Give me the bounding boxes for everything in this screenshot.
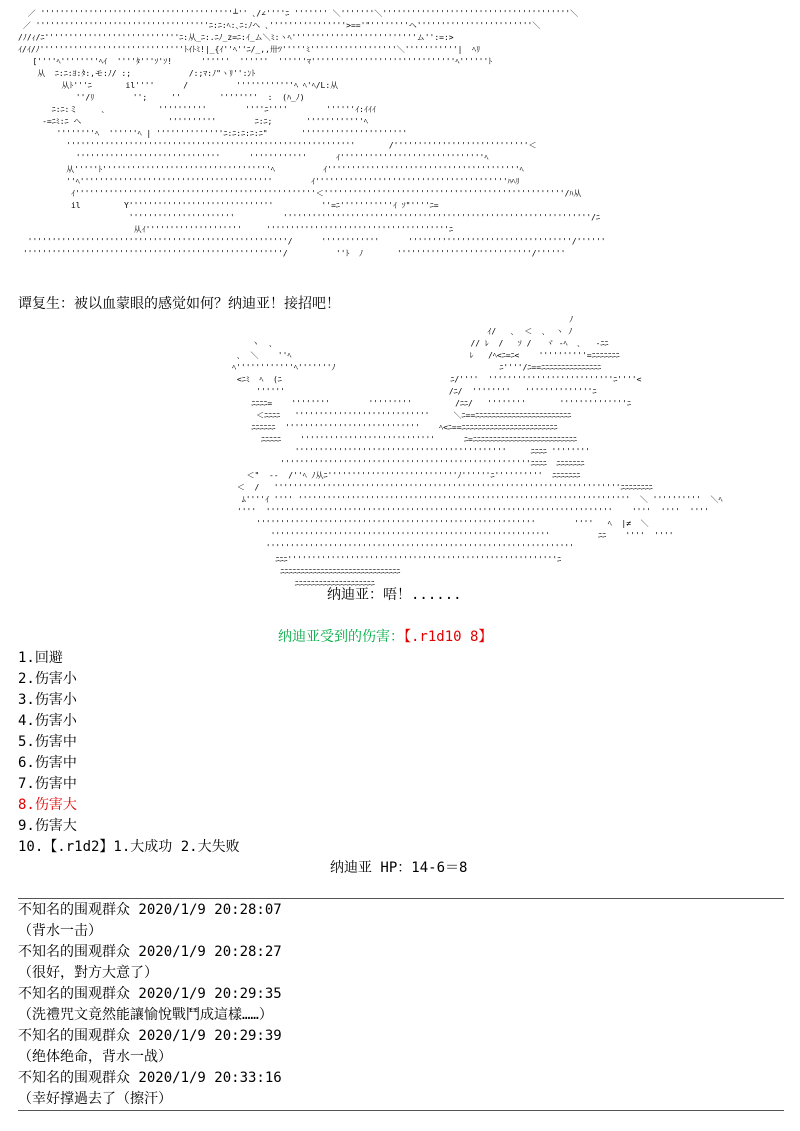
comment-body: （很好，對方大意了） [18, 965, 158, 981]
comment-body: （幸好撑過去了（擦汗） [18, 1091, 172, 1107]
option-1: 1.回避 [18, 650, 63, 666]
comment-header: 不知名的围观群众 2020/1/9 20:28:27 [18, 944, 282, 960]
dialogue-line-tan: 谭复生：被以血蒙眼的感觉如何？纳迪亚！接招吧！ [18, 296, 340, 312]
option-6: 6.伤害中 [18, 755, 77, 771]
option-8-highlighted: 8.伤害大 [18, 797, 77, 813]
comment-header: 不知名的围观群众 2020/1/9 20:28:07 [18, 902, 282, 918]
dialogue-line-nadia: 纳迪亚：唔！...... [327, 587, 462, 603]
comment-header: 不知名的围观群众 2020/1/9 20:33:16 [18, 1070, 282, 1086]
comment-body: （洗禮咒文竟然能讓愉悅戰鬥成這樣……） [18, 1007, 273, 1023]
comments-bottom-divider [18, 1110, 784, 1111]
option-3: 3.伤害小 [18, 692, 77, 708]
option-5: 5.伤害中 [18, 734, 77, 750]
option-10: 10.【.r1d2】1.大成功 2.大失败 [18, 839, 240, 855]
comments-top-divider [18, 898, 784, 899]
comment-header: 不知名的围观群众 2020/1/9 20:29:35 [18, 986, 282, 1002]
comment-body: （背水一击） [18, 923, 102, 939]
comment-header: 不知名的围观群众 2020/1/9 20:29:39 [18, 1028, 282, 1044]
hp-status: 纳迪亚 HP：14-6＝8 [330, 860, 468, 876]
option-4: 4.伤害小 [18, 713, 77, 729]
damage-title: 纳迪亚受到的伤害： [278, 629, 404, 645]
damage-roll-line [278, 627, 492, 647]
roll-result: 【.r1d10 8】 [404, 629, 493, 645]
ascii-art-scene-top: ／ ''''''''''''''''''''''''''''''''''''''''┴'' ､/∠''''ﾆ ''''''' ＼'''''''＼'''''''''''''''''''''''''''''''''''''''＼ ／ ''''''''''''''''''''''''''''''''''''ﾆ:ﾆ:ﾍ:､ﾆ:ﾉヘ ､''''''''''''''''>=='"''''''''ヘ''''''''''''''''''''''''＼ /ﾉ/ｨ/ﾆ''''''''''''''''''''''''''''ﾆ:从_ﾆ:.ﾆﾉ_z=ﾆ:ｲ_ム＼ﾐ:ヽﾍ''''''''''''''''''''''''''ム'':=:> ｲ/ｲ/ﾉ''''''''''''''''''''''''''''''ﾄｲﾄﾐ!|_{ｲ''ﾍ''ﾆ/_,,卅ﾂ'''''ﾐ''''''''''''''''''＼'''''''''''| ﾍﾘ [''''ﾍ''''''''ﾍｲ ''''ﾀ'''ｿ'ｿ! '''''' '''''' ''''''ﾏ''''''''''''''''''''''''''''''ﾍ''''''ﾄ 从 ﾆ:ﾆ:ﾖ:ﾀ:,モ:ﾉ/ :; /:;ﾏ:ﾉ"ヽﾘ'':ﾝﾄ 从ﾄ'''ﾆ il'''' / ''''''''''''ﾍ ﾍ'ﾍ/L:从 ''/ﾘ ''; '' '''''''' : (ﾊ_ﾉ) ﾆ:ﾆ:ミ ､ '''''''''' ''''ﾆ'''' ''''''ｲ:ｲｲｲ -=ﾆﾐ:ﾆ ヘ '''''''''' ﾆ:ﾆ; ''''''''''''ﾍ ''''''''ﾍ ''''''ﾍ | ''''''''''''''ﾆ:ﾆ:ﾆ:ﾆ:ﾆ" '''''''''''''''''''''' '''''''''''''''''''''''''''''''''''''''''''''''''''''''''''' /''''''''''''''''''''''''''''＜ '''''''''''''''''''''''''''''' '''''''''''' ｲ''''''''''''''''''''''''''''''ﾍ 从'''''ﾄ'''''''''''''''''''''''''''''''''''ﾍ ｲ''''''''''''''''''''''''''''''''''''''''ﾍ ''ﾍ'''''''''''''''''''''''''''''''''''''''' ｲ''''''''''''''''''''''''''''''''''''''''ﾊﾍﾘ ｲ''''''''''''''''''''''''''''''''''''''''''''''''''＜''''''''''''''''''''''''''''''''''''''''''''''''''/ﾊ从 il Y'''''''''''''''''''''''''''''' ''=ﾆ'''''''''''ｲ ｿ"''''ﾆ= '''''''''''''''''''''' ''''''''''''''''''''''''''''''''''''''''''''''''''''''''''''''''/ﾆ 从ｲ'''''''''''''''''''' ''''''''''''''''''''''''''''''''''''''ﾆ ''''''''''''''''''''''''''''''''''''''''''''''''''''''/ '''''''''''' ''''''''''''''''''''''''''''''''''/'''''' ''''''''''''''''''''''''''''''''''''''''''''''''''''''/ ''ﾄ ﾉ ''''''''''''''''''''''''''''/'''''' [18, 9, 606, 258]
option-2: 2.伤害小 [18, 671, 77, 687]
option-9: 9.伤害大 [18, 818, 77, 834]
ascii-art-scene-middle: ﾉ ｲ/ ､ ＜ ､ ヽ ﾉ ヽ ､ // ﾚ / ｿ / ヾ -ﾍ ､ -ﾆﾆ ､ ＼ ''ﾍ ﾚ /ﾍ<ﾆ=ﾆ< ''''''''''=ﾆﾆﾆﾆﾆﾆﾆ ﾍ''''''''''''ﾍ'''''''ﾉ ﾆ''''/ﾆ==ﾆﾆﾆﾆﾆﾆﾆﾆﾆﾆﾆﾆﾆﾆﾆ <ﾆﾐ ﾍ (ﾆ ﾆ/'''' ''''''''''''''''''''''''''ﾆ''''< '''''' /ﾆ/ '''''''' ''''''''''''''ﾆ ﾆﾆﾆﾆ= '''''''' ''''''''' /ﾆﾆ/ '''''''' ''''''''''''''ﾆ ＜ﾆﾆﾆﾆ '''''''''''''''''''''''''''' ＼ﾆ==ﾆﾆﾆﾆﾆﾆﾆﾆﾆﾆﾆﾆﾆﾆﾆﾆﾆﾆﾆﾆﾆﾆﾆﾆ ﾆﾆﾆﾆﾆﾆ '''''''''''''''''''''''''''' ﾍ<ﾆ==ﾆﾆﾆﾆﾆﾆﾆﾆﾆﾆﾆﾆﾆﾆﾆﾆﾆﾆﾆﾆﾆﾆﾆﾆ ﾆﾆﾆﾆﾆ '''''''''''''''''''''''''''' ﾆ=ﾆﾆﾆﾆﾆﾆﾆﾆﾆﾆﾆﾆﾆﾆﾆﾆﾆﾆﾆﾆﾆﾆﾆﾆﾆﾆ '''''''''''''''''''''''''''''''''''''''''''' ﾆﾆﾆﾆ '''''''' ''''''''''''''''''''''''''''''''''''''''''''''''''''ﾆﾆﾆﾆ ﾆﾆﾆﾆﾆﾆﾆ ＜" -- /''ﾍ ﾉ从ﾆ'''''''''''''''''''''''''''ﾉ''''''ﾆ'''''''''' ﾆﾆﾆﾆﾆﾆﾆ ＜ / ''''''''''''''''''''''''''''''''''''''''''''''''''''''''''''''''''''''''ﾆﾆﾆﾆﾆﾆﾆﾆ ﾑ''''ｲ '''' ''''''''''''''''''''''''''''''''''''''''''''''''''''''''''''''''''''' ＼ '''''''''' ＼ﾍ '''' '''''''''''''''''''''''''''''''''''''''''''''''''''''''''''''''''''''''' '''' '''' '''' '''''''''''''''''''''''''''''''''''''''''''''''''''''''''' '''' ﾍ |≠ ＼ '''''''''''''''''''''''''''''''''''''''''''''''''''''''''' ﾆﾆ '''' '''' '''''''''''''''''''''''''''''''''''''''''''''''''''''''''''''''' ﾆﾆﾆ''''''''''''''''''''''''''''''''''''''''''''''''''''''''ﾆ ﾆﾆﾆﾆﾆﾆﾆﾆﾆﾆﾆﾆﾆﾆﾆﾆﾆﾆﾆﾆﾆﾆﾆﾆﾆﾆﾆﾆﾆﾆ ﾆﾆﾆﾆﾆﾆﾆﾆﾆﾆﾆﾆﾆﾆﾆﾆﾆﾆﾆﾆ [232, 315, 723, 588]
comment-body: （绝体绝命，背水一战） [18, 1049, 172, 1065]
option-7: 7.伤害中 [18, 776, 77, 792]
